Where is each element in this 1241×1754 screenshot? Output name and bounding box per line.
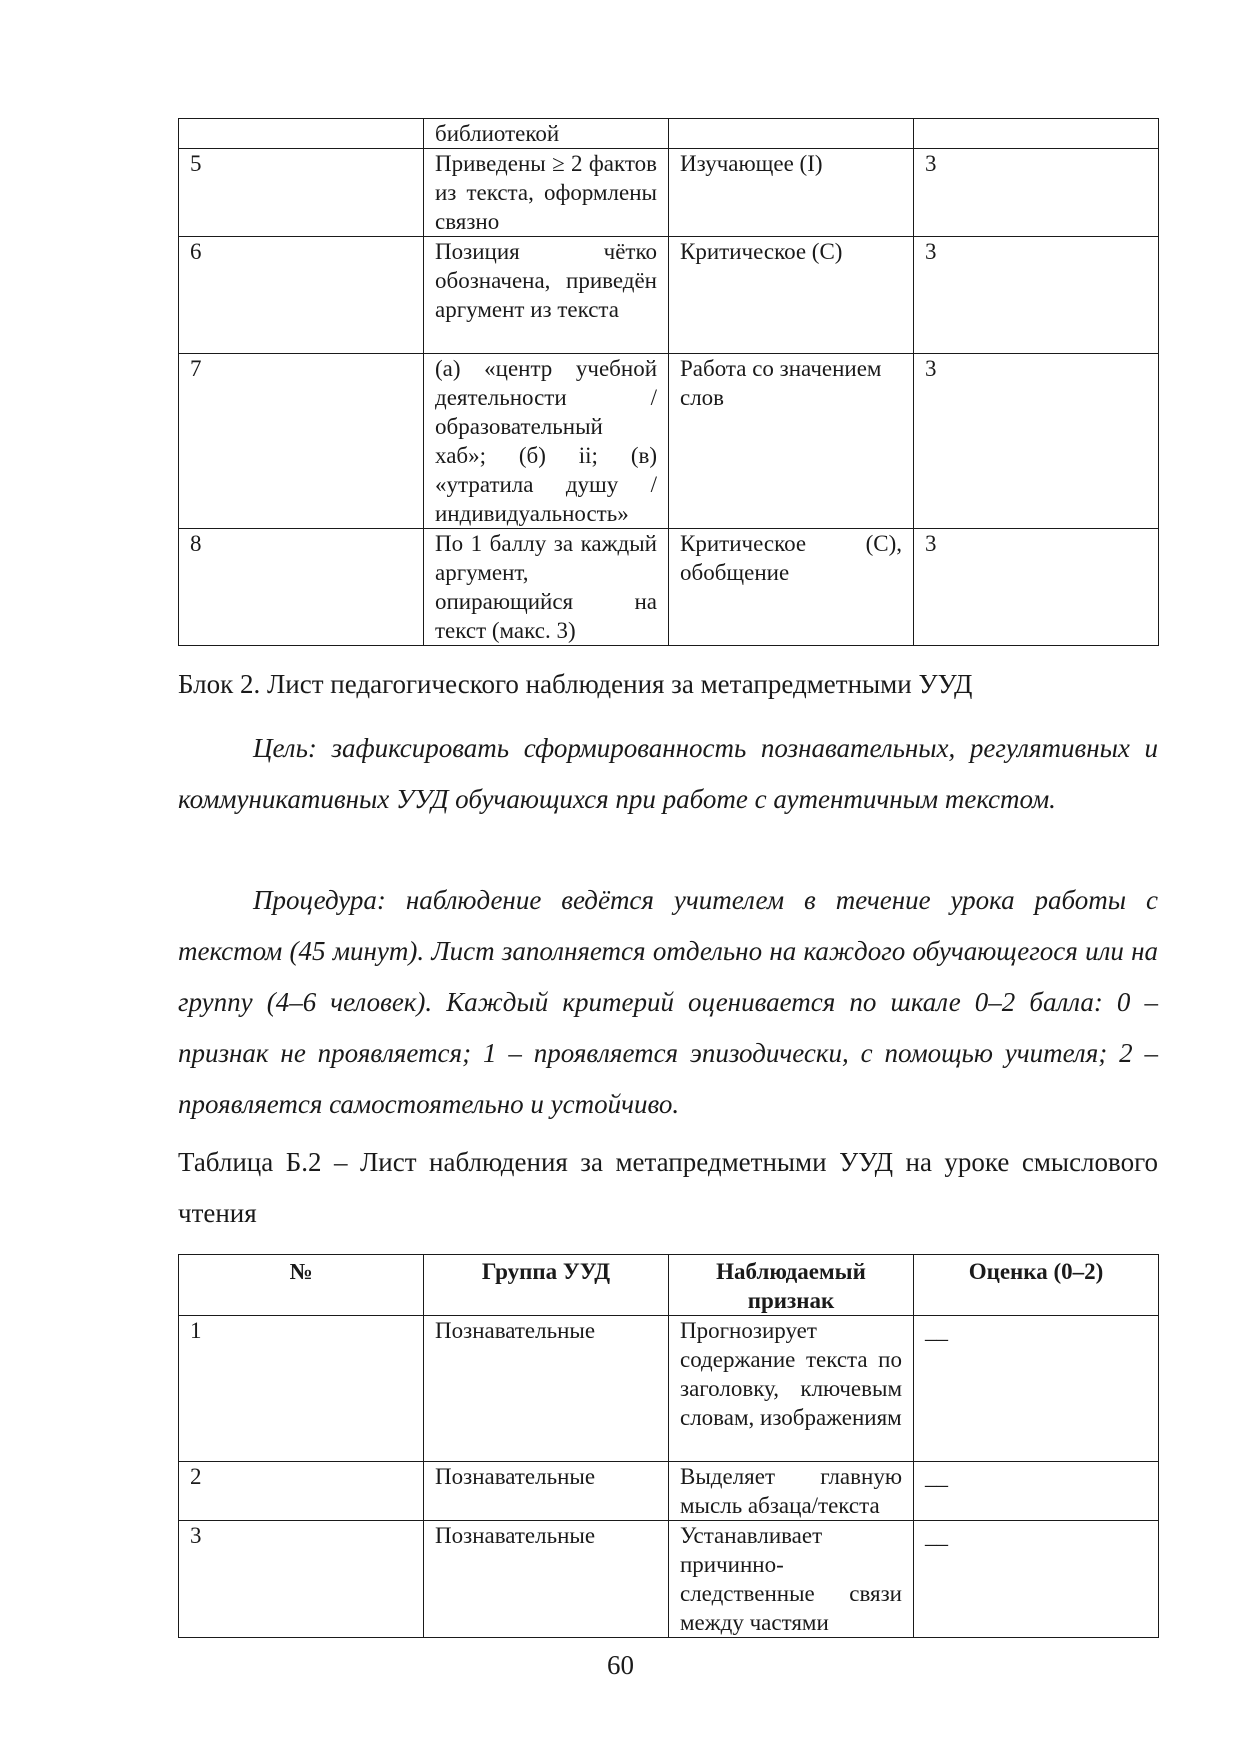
table-row	[179, 1316, 1159, 1462]
table-cell-criterion: По 1 баллу за каждый аргумент, опирающийся на текст (макс. 3)	[424, 529, 669, 646]
table-cell-score: __	[914, 1521, 1159, 1638]
table-cell-number: 3	[179, 1521, 424, 1638]
procedure-paragraph: Процедура: наблюдение ведётся учителем в течение урока работы с текстом (45 минут). Лист заполняется отдельно на каждого обучающегося или на группу (4–6 человек). Каждый критерий оценивается по шкале 0–2 балла: 0 – признак не проявляется; 1 – проявляется эпизодически, с помощью учителя; 2 – проявляется самостоятельно и устойчиво.	[178, 885, 1158, 1119]
table-cell-points: 3	[914, 354, 1159, 529]
table-cell-score: __	[914, 1316, 1159, 1462]
table-cell-number: 1	[179, 1316, 424, 1462]
column-header-score: Оценка (0–2)	[914, 1255, 1159, 1316]
block-heading: Блок 2. Лист педагогического наблюдения за метапредметными УУД	[178, 669, 973, 699]
table-cell-group: Познавательные	[424, 1521, 669, 1638]
criteria-table-continued	[178, 118, 1159, 646]
table-row	[179, 354, 1159, 529]
table-cell-points: 3	[914, 237, 1159, 354]
table-cell-criterion: библиотекой	[424, 119, 669, 149]
table-cell-points	[914, 119, 1159, 149]
table-cell-group: Познавательные	[424, 1316, 669, 1462]
table-cell-number: 2	[179, 1462, 424, 1521]
table-caption: Таблица Б.2 – Лист наблюдения за метапредметными УУД на уроке смыслового чтения	[178, 1147, 1158, 1228]
table-cell-indicator: Прогнозирует содержание текста по заголовку, ключевым словам, изображениям	[669, 1316, 914, 1462]
table-cell-score: __	[914, 1462, 1159, 1521]
table-cell-reading-type: Критическое (C), обобщение	[669, 529, 914, 646]
table-cell-number: 5	[179, 149, 424, 237]
table-row	[179, 529, 1159, 646]
goal-paragraph: Цель: зафиксировать сформированность познавательных, регулятивных и коммуникативных УУД обучающихся при работе с аутентичным текстом.	[178, 733, 1158, 814]
table-cell-points: 3	[914, 529, 1159, 646]
column-header-indicator: Наблюдаемый признак	[669, 1255, 914, 1316]
table-row	[179, 237, 1159, 354]
table-cell-criterion: Позиция чётко обозначена, приведён аргумент из текста	[424, 237, 669, 354]
table-cell-criterion: (а) «центр учебной деятельности / образовательный хаб»; (б) ii; (в) «утратила душу / индивидуальность»	[424, 354, 669, 529]
table-cell-reading-type	[669, 119, 914, 149]
table-cell-points: 3	[914, 149, 1159, 237]
table-row	[179, 1462, 1159, 1521]
table-cell-indicator: Устанавливает причинно-следственные связи между частями	[669, 1521, 914, 1638]
table-cell-criterion: Приведены ≥ 2 фактов из текста, оформлены связно	[424, 149, 669, 237]
observation-table	[178, 1254, 1159, 1638]
column-header-number: №	[179, 1255, 424, 1316]
table-cell-reading-type: Работа со значением слов	[669, 354, 914, 529]
column-header-group: Группа УУД	[424, 1255, 669, 1316]
table-cell-group: Познавательные	[424, 1462, 669, 1521]
table-cell-reading-type: Изучающее (I)	[669, 149, 914, 237]
table-cell-number: 8	[179, 529, 424, 646]
table-cell-number: 6	[179, 237, 424, 354]
table-cell-reading-type: Критическое (C)	[669, 237, 914, 354]
table-cell-number: 7	[179, 354, 424, 529]
table-cell-number	[179, 119, 424, 149]
page-number: 60	[607, 1650, 634, 1680]
table-row	[179, 149, 1159, 237]
table-row	[179, 119, 1159, 149]
table-header-row	[179, 1255, 1159, 1316]
table-row	[179, 1521, 1159, 1638]
table-cell-indicator: Выделяет главную мысль абзаца/текста	[669, 1462, 914, 1521]
